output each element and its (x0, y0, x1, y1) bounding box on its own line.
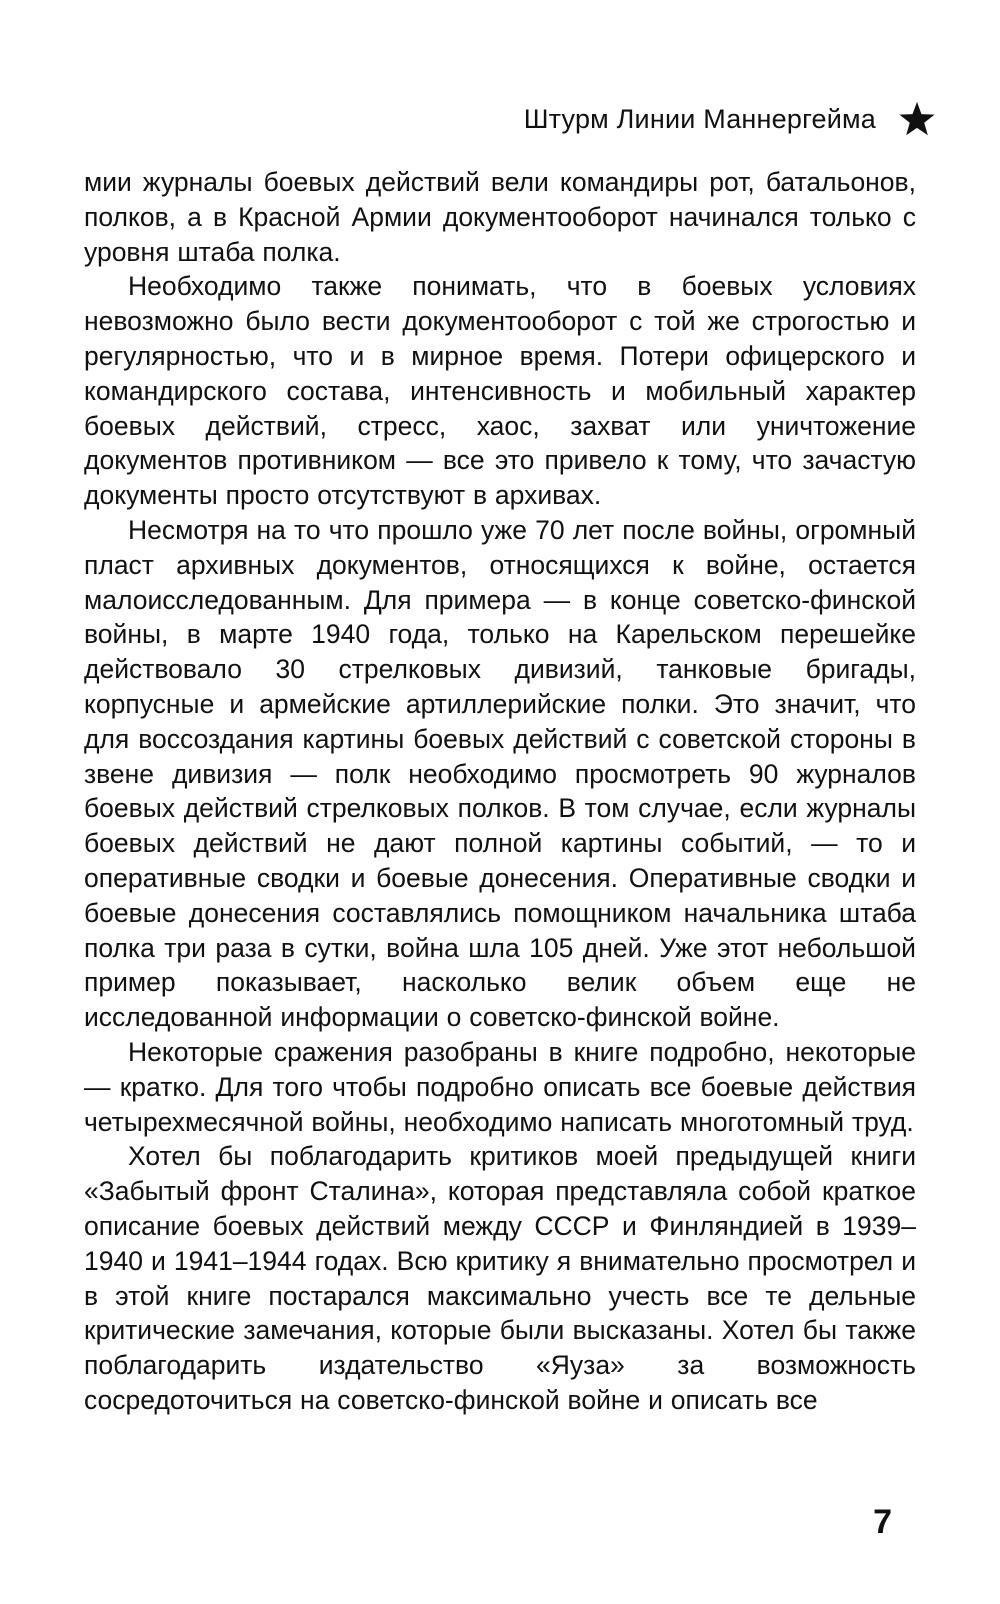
paragraph: Несмотря на то что прошло уже 70 лет после войны, огромный пласт архивных документов, относящихся к войне, остается малоисследованным. Для примера — в конце советско-финской войны, в марте 1940 года, только на Карельском перешейке действовало 30 стрелковых дивизий, танковые бригады, корпусные и армейские артиллерийские полки. Это значит, что для воссоздания картины боевых действий с советской стороны в звене дивизия — полк необходимо просмотреть 90 журналов боевых действий стрелковых полков. В том случае, если журналы боевых действий не дают полной картины событий, — то и оперативные сводки и боевые донесения. Оперативные сводки и боевые донесения составлялись помощником начальника штаба полка три раза в сутки, война шла 105 дней. Уже этот небольшой пример показывает, насколько велик объем еще не исследованной информации о советско-финской войне. (84, 514, 916, 1033)
paragraph: Некоторые сражения разобраны в книге подробно, некоторые — кратко. Для того чтобы подробно описать все боевые действия четырехмесячной войны, необходимо написать многотомный труд. (84, 1036, 916, 1137)
page-number: 7 (873, 1503, 892, 1541)
paragraph: Хотел бы поблагодарить критиков моей предыдущей книги «Забытый фронт Сталина», которая представляла собой краткое описание боевых действий между СССР и Финляндией в 1939–1940 и 1941–1944 годах. Всю критику я внимательно просмотрел и в этой книге постарался максимально учесть все те дельные критические замечания, которые были высказаны. Хотел бы также поблагодарить издательство «Яуза» за возможность сосредоточиться на советско-финской войне и описать все (84, 1141, 916, 1415)
paragraph: мии журналы боевых действий вели командиры рот, батальонов, полков, а в Красной Армии документооборот начинался только с уровня штаба полка. (84, 167, 916, 267)
running-title: Штурм Линии Маннергейма (523, 104, 876, 134)
paragraph: Необходимо также понимать, что в боевых условиях невозможно было вести документооборот с той же строгостью и регулярностью, что и в мирное время. Потери офицерского и командирского состава, интенсивность и мобильный характер боевых действий, стресс, хаос, захват или уничтожение документов противником — все это привело к тому, что зачастую документы просто отсутствуют в архивах. (84, 271, 916, 511)
body-text (84, 165, 916, 1418)
running-header (524, 100, 936, 138)
star-icon (898, 100, 936, 138)
